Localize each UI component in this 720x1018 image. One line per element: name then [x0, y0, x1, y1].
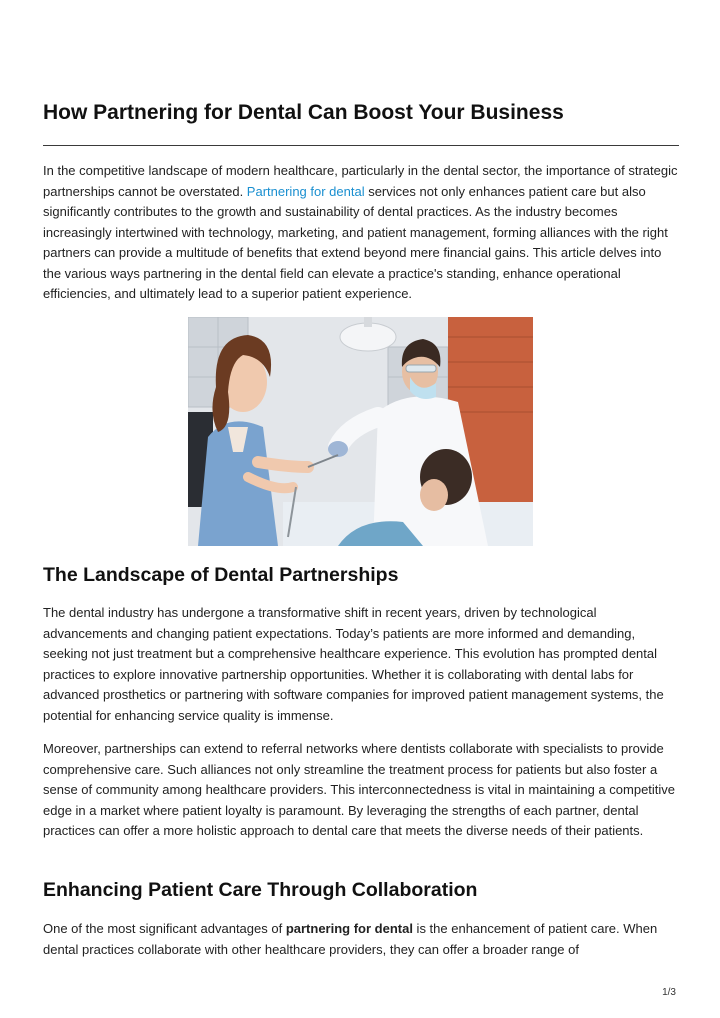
landscape-paragraph-2: Moreover, partnerships can extend to referral networks where dentists collaborate with specialists to provide comprehensive care. Such alliances not only streamline the treatment process for patients but also foster a sense of community among healthcare providers. This interconnectedness is vital in maintaining a competitive edge in a market where patient loyalty is paramount. By leveraging the strengths of each partner, dental practices can offer a more holistic approach to dental care that meets the diverse needs of their patients. — [43, 741, 676, 838]
page-number: 1/3 — [662, 987, 676, 998]
partnering-bold-term: partnering for dental — [285, 921, 413, 936]
patient-care-paragraph — [43, 919, 679, 960]
title-divider — [43, 145, 679, 146]
patient-care-text-start: One of the most significant advantages of — [43, 921, 286, 936]
page-title: How Partnering for Dental Can Boost Your Business — [43, 101, 564, 124]
patient-care-text-end: is the enhancement of patient care. When dental practices collaborate with other healthcare providers, they can offer a broader range of — [43, 921, 658, 957]
intro-paragraph — [43, 161, 679, 305]
section-heading-landscape: The Landscape of Dental Partnerships — [43, 564, 399, 586]
partnering-link[interactable]: Partnering for dental — [246, 183, 365, 199]
section-heading-patient-care: Enhancing Patient Care Through Collaboration — [43, 879, 478, 901]
dental-clinic-photo — [188, 317, 533, 546]
intro-text-start: In the competitive landscape of modern healthcare, particularly in the dental sector, the importance of strategic partnerships cannot be overstated. — [43, 163, 678, 199]
intro-text-end: services not only enhances patient care but also significantly contributes to the growth and sustainability of dental practices. As the industry becomes increasingly intertwined with technology, marketing, and patient management, forming alliances with the right partners can provide a multitude of benefits that extend beyond mere financial gains. This article delves into the various ways partnering in the dental field can elevate a practice's standing, enhance operational efficiencies, and ultimately lead to a superior patient experience. — [43, 183, 668, 301]
landscape-paragraph-1: The dental industry has undergone a transformative shift in recent years, driven by technological advancements and changing patient expectations. Today’s patients are more informed and demanding, seeking not just treatment but a comprehensive healthcare experience. This evolution has prompted dental practices to explore innovative partnership opportunities. Whether it is collaborating with dental labs for advanced prosthetics or partnering with software companies for improved patient management systems, the potential for enhancing service quality is immense. — [43, 605, 664, 723]
